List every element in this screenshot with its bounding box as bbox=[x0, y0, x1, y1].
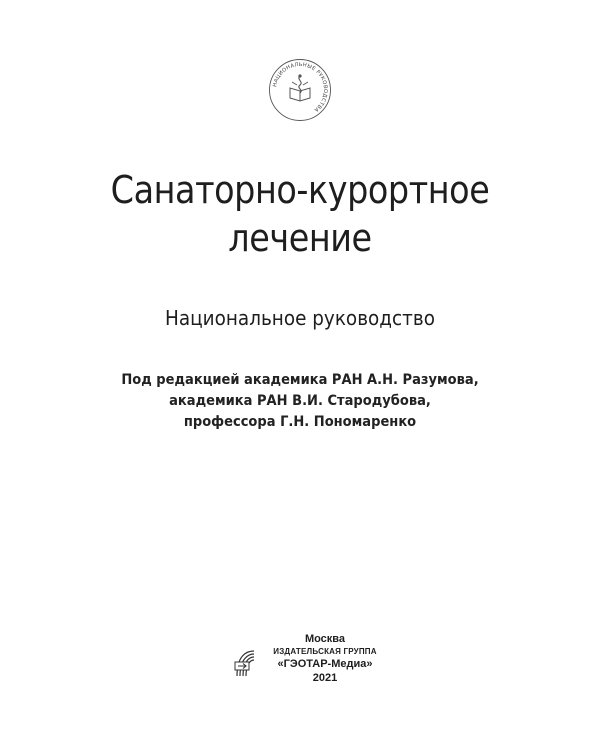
publisher-group: ИЗДАТЕЛЬСКАЯ ГРУППА bbox=[273, 647, 377, 656]
publisher-name: «ГЭОТАР-Медиа» bbox=[277, 658, 373, 670]
editors-line-3: профессора Г.Н. Пономаренко bbox=[183, 414, 417, 430]
publication-year: 2021 bbox=[312, 672, 338, 684]
title-line-2: лечение bbox=[228, 216, 372, 260]
title-line-1: Санаторно-курортное bbox=[110, 168, 490, 212]
svg-text:НАЦИОНАЛЬНЫЕ РУКОВОДСТВА: НАЦИОНАЛЬНЫЕ РУКОВОДСТВА bbox=[272, 61, 329, 113]
editors-block bbox=[30, 370, 570, 433]
publisher-city: Москва bbox=[304, 633, 346, 645]
publisher-block bbox=[232, 632, 382, 694]
publisher-text bbox=[260, 632, 390, 685]
editors-line-1: Под редакцией академика РАН А.Н. Разумова, bbox=[121, 372, 479, 388]
series-emblem-icon bbox=[268, 58, 332, 122]
book-title bbox=[36, 166, 564, 262]
book-subtitle: Национальное руководство bbox=[165, 306, 435, 330]
editors-line-2: академика РАН В.И. Стародубова, bbox=[169, 393, 431, 409]
